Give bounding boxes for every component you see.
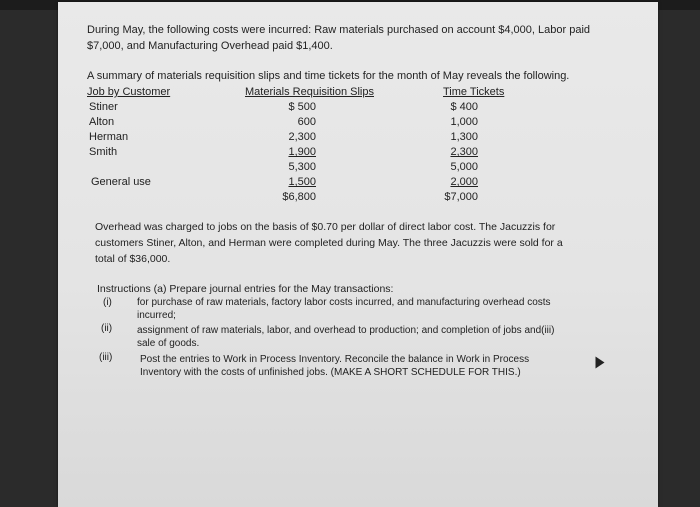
row-customer-herman: Herman bbox=[89, 131, 129, 143]
general-use-materials: 1,500 bbox=[288, 176, 316, 188]
instruction-1-line-2: incurred; bbox=[137, 310, 176, 321]
row-time-alton: 1,000 bbox=[450, 116, 478, 128]
row-customer-alton: Alton bbox=[89, 116, 115, 128]
column-header-job: Job by Customer bbox=[87, 86, 171, 98]
column-header-materials: Materials Requisition Slips bbox=[245, 86, 374, 98]
row-materials-alton: 600 bbox=[297, 116, 316, 128]
overhead-line-2: customers Stiner, Alton, and Herman were completed during May. The three Jacuzzis were sold for a bbox=[95, 237, 563, 249]
instruction-2-number: (ii) bbox=[101, 323, 113, 334]
instruction-1-line-1: for purchase of raw materials, factory labor costs incurred, and manufacturing overhead costs bbox=[137, 297, 551, 308]
instruction-3-line-1: Post the entries to Work in Process Inventory. Reconcile the balance in Work in Process bbox=[140, 354, 530, 365]
row-materials-smith: 1,900 bbox=[288, 146, 316, 158]
row-materials-herman: 2,300 bbox=[288, 131, 316, 143]
instruction-3-number: (iii) bbox=[99, 352, 113, 363]
overhead-line-1: Overhead was charged to jobs on the basis of $0.70 per dollar of direct labor cost. The Jacuzzis for bbox=[95, 221, 556, 233]
row-customer-smith: Smith bbox=[89, 146, 118, 158]
overhead-line-3: total of $36,000. bbox=[95, 253, 171, 265]
row-customer-stiner: Stiner bbox=[89, 101, 118, 113]
subtotal-materials: 5,300 bbox=[288, 161, 316, 173]
total-time: $7,000 bbox=[444, 191, 478, 203]
row-time-smith: 2,300 bbox=[450, 146, 478, 158]
intro-line-2: $7,000, and Manufacturing Overhead paid $1,400. bbox=[87, 40, 333, 52]
row-time-herman: 1,300 bbox=[450, 131, 478, 143]
subtotal-time: 5,000 bbox=[450, 161, 478, 173]
instruction-2-line-1: assignment of raw materials, labor, and overhead to production; and completion of jobs and(iii) bbox=[137, 325, 555, 336]
total-materials: $6,800 bbox=[282, 191, 316, 203]
column-header-time: Time Tickets bbox=[443, 86, 505, 98]
summary-heading: A summary of materials requisition slips and time tickets for the month of May reveals the following. bbox=[87, 70, 570, 82]
instructions-heading: Instructions (a) Prepare journal entries for the May transactions: bbox=[97, 283, 394, 295]
row-materials-stiner: $ 500 bbox=[288, 101, 316, 113]
instruction-1-number: (i) bbox=[103, 297, 112, 308]
intro-line-1: During May, the following costs were incurred: Raw materials purchased on account $4,000, Labor paid bbox=[87, 24, 591, 36]
instruction-2-line-2: sale of goods. bbox=[137, 338, 200, 349]
general-use-label: General use bbox=[91, 176, 151, 188]
mouse-cursor-arrow-icon bbox=[596, 357, 605, 369]
row-time-stiner: $ 400 bbox=[450, 101, 478, 113]
general-use-time: 2,000 bbox=[450, 176, 478, 188]
instruction-3-line-2: Inventory with the costs of unfinished jobs. (MAKE A SHORT SCHEDULE FOR THIS.) bbox=[140, 367, 521, 378]
